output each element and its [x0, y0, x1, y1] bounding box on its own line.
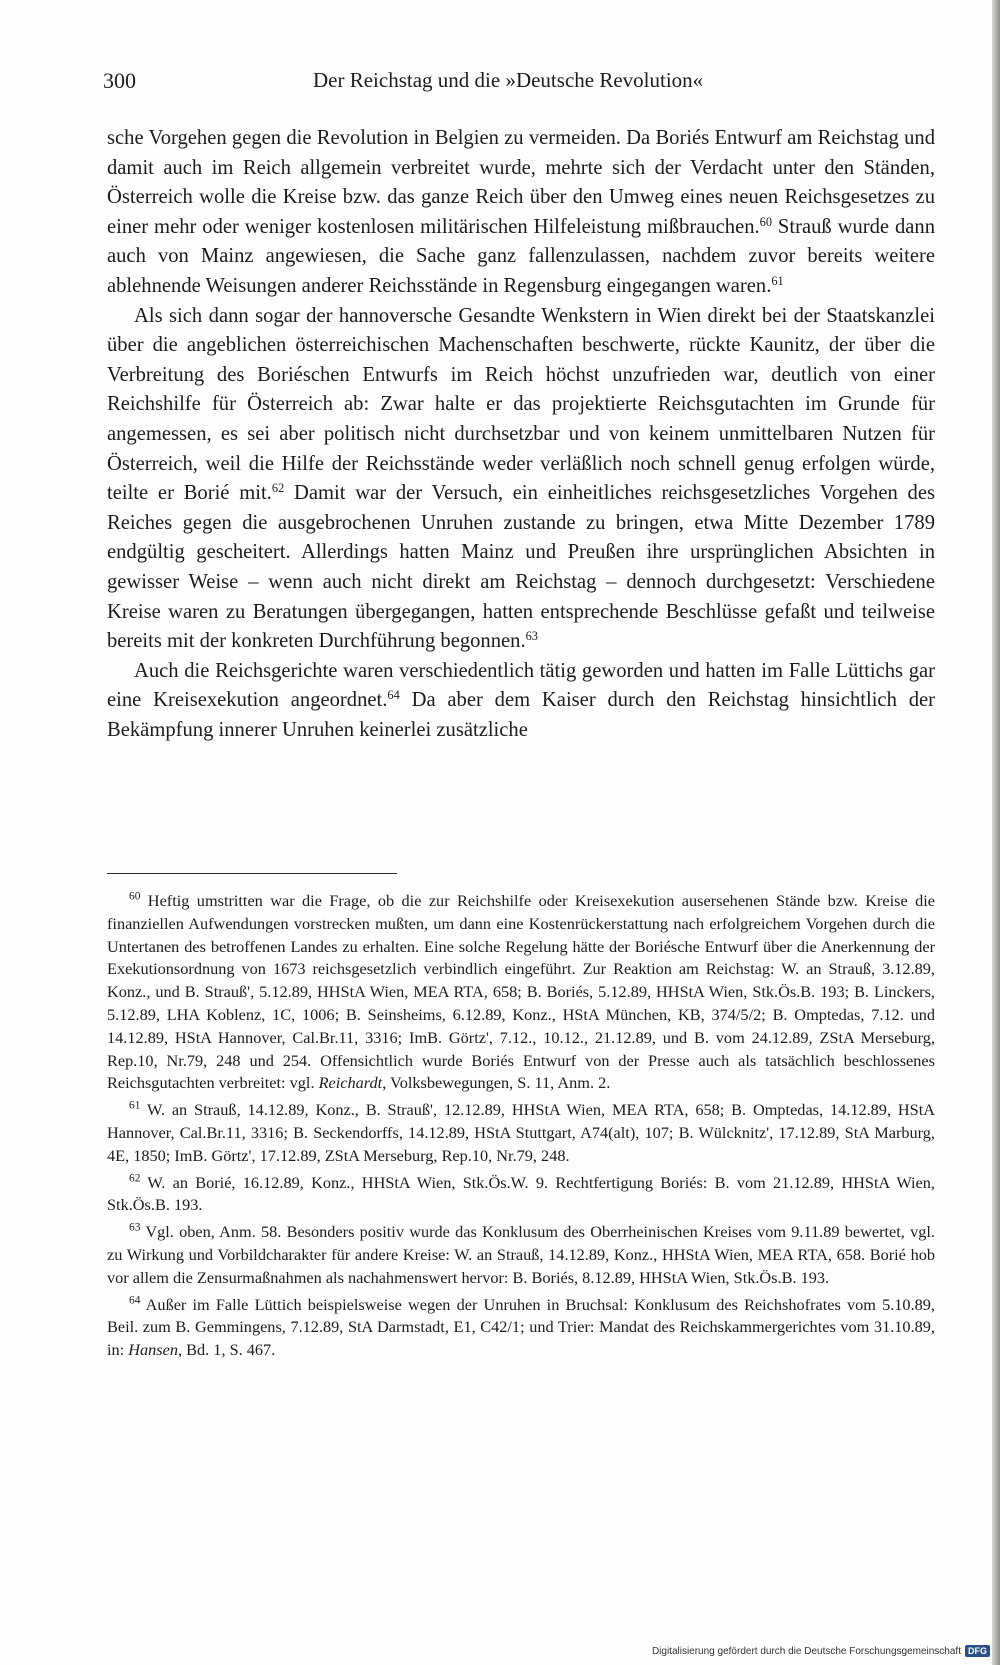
footnote-ref-64: 64 [387, 688, 400, 703]
dfg-logo-icon: DFG [965, 1645, 990, 1657]
page-edge-shadow [992, 0, 1000, 1665]
paragraph-3: Auch die Reichsgerichte waren verschiedentlich tätig geworden und hatten im Falle Lüttichs gar eine Kreisexekution angeordnet.$^{64}$ Da aber dem Kaiser durch den Reichstag hinsichtlich der Bekämpfung innerer Unruhen keinerlei zusätzliche [107, 659, 935, 741]
body-text [107, 124, 935, 745]
credit-text: Digitalisierung gefördert durch die Deutsche Forschungsgemeinschaft [651, 1645, 961, 1657]
footnote-divider [107, 873, 397, 874]
footnote-ref-61: 61 [771, 274, 784, 289]
footnote-62: $^{62}$ W. an Borié, 16.12.89, Konz., HHStA Wien, Stk.Ös.W. 9. Rechtfertigung Boriés: B. vom 21.12.89, HHStA Wien, Stk.Ös.B. 193. [107, 1172, 935, 1215]
footnote-61: $^{61}$ W. an Strauß, 14.12.89, Konz., B. Strauß', 12.12.89, HHStA Wien, MEA RTA, 658; B. Omptedas, 14.12.89, HStA Hannover, Cal.Br.11, 3316; B. Seckendorffs, 14.12.89, HStA Stuttgart, A74(alt), 107; B. Wülcknitz', 17.12.89, StA Marburg, 4E, 1850; ImB. Görtz', 17.12.89, ZStA Merseburg, Rep.10, Nr.79, 248. [107, 1099, 935, 1165]
footnote-ref-62: 62 [271, 481, 285, 496]
footnote-ref-63: 63 [525, 629, 538, 644]
footnotes [107, 890, 935, 1366]
running-title: Der Reichstag und die »Deutsche Revolution« [313, 68, 704, 92]
footnote-64: $^{64}$ Außer im Falle Lüttich beispielsweise wegen der Unruhen in Bruchsal: Konklusum des Reichshofrates vom 5.10.89, Beil. zum B. Gemmingens, 7.12.89, StA Darmstadt, E1, C42/1; und Trier: Mandat des Reichskammergerichtes vom 31.10.89, in: Hansen, Bd. 1, S. 467. [107, 1294, 935, 1360]
page-header [103, 68, 933, 100]
footnote-ref-60: 60 [759, 214, 773, 229]
paragraph-2: Als sich dann sogar der hannoversche Gesandte Wenkstern in Wien direkt bei der Staatskanzlei über die angeblichen österreichischen Machenschaften beschwerte, rückte Kaunitz, der über die Verbreitung des Boriéschen Entwurfs im Reich höchst unzufrieden war, deutlich von einer Reichshilfe für Österreich ab: Zwar halte er das projektierte Reichsgutachten im Grunde für angemessen, es sei aber politisch nicht durchsetzbar und von keinem unmittelbaren Nutzen für Österreich, weil die Hilfe der Reichsstände weder verläßlich noch schnell genug erfolgen würde, teilte er Borié mit.$^{62}$ Damit war der Versuch, ein einheitliches reichsgesetzliches Vorgehen des Reiches gegen die ausgebrochenen Unruhen zustande zu bringen, etwa Mitte Dezember 1789 endgültig gescheitert. Allerdings hatten Mainz und Preußen ihre ursprünglichen Absichten in gewisser Weise – wenn auch nicht direkt am Reichstag – dennoch durchgesetzt: Verschiedene Kreise waren zu Beratungen übergegangen, hatten entsprechende Beschlüsse gefaßt und teilweise bereits mit der konkreten Durchführung begonnen.$^{63}$ [107, 304, 936, 653]
footnote-63: $^{63}$ Vgl. oben, Anm. 58. Besonders positiv wurde das Konklusum des Oberrheinischen Kreises vom 9.11.89 bewertet, vgl. zu Wirkung und Vorbildcharakter für andere Kreise: W. an Strauß, 14.12.89, Konz., HHStA Wien, MEA RTA, 658. Borié hob vor allem die Zensurmaßnahmen als nachahmenswert hervor: B. Boriés, 8.12.89, HHStA Wien, Stk.Ös.B. 193. [107, 1221, 935, 1287]
page-number: 300 [103, 68, 136, 93]
digitization-credit [652, 1645, 990, 1657]
paragraph-1: sche Vorgehen gegen die Revolution in Belgien zu vermeiden. Da Boriés Entwurf am Reichstag und damit auch im Reich allgemein verbreitet wurde, mehrte sich der Verdacht unter den Ständen, Österreich wolle die Kreise bzw. das ganze Reich über den Umweg eines neuen Reichsgesetzes zu einer mehr oder weniger kostenlosen militärischen Hilfeleistung mißbrauchen.$^{60}$ Strauß wurde dann auch von Mainz angewiesen, die Sache ganz fallenzulassen, nachdem zuvor bereits weitere ablehnende Weisungen anderer Reichsstände in Regensburg eingegangen waren.$^{61}$ [107, 127, 935, 297]
footnote-60: $^{60}$ Heftig umstritten war die Frage, ob die zur Reichshilfe oder Kreisexekution ausersehenen Stände bzw. Kreise die finanziellen Aufwendungen vorstrecken mußten, um dann eine Kostenrückerstattung nach erfolgreichem Vorgehen durch die Untertanen des betroffenen Landes zu erhalten. Eine solche Regelung hätte der Boriésche Entwurf über die Anerkennung der Exekutionsordnung von 1673 reichsgesetzlich verbindlich eingeführt. Zur Reaktion am Reichstag: W. an Strauß, 3.12.89, Konz., und B. Strauß', 5.12.89, HHStA Wien, MEA RTA, 658; B. Boriés, 5.12.89, HHStA Wien, Stk.Ös.B. 193; B. Linckers, 5.12.89, LHA Koblenz, 1C, 1006; B. Seinsheims, 6.12.89, Konz., HStA München, KB, 374/5/2; B. Omptedas, 7.12. und 14.12.89, HStA Hannover, Cal.Br.11, 3316; ImB. Görtz', 7.12., 10.12., 21.12.89, und B. vom 24.12.89, ZStA Merseburg, Rep.10, Nr.79, 248 und 254. Offensichtlich wurde Boriés Entwurf von der Presse auch als tatsächlich beschlossenes Reichsgutachten verbreitet: vgl. Reichardt, Volksbewegungen, S. 11, Anm. 2. [107, 890, 935, 1093]
